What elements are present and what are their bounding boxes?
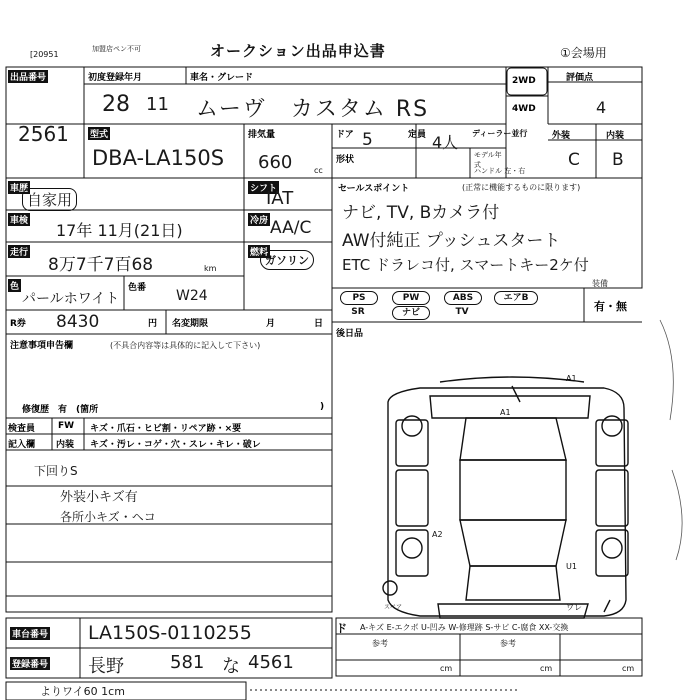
sales-line-3: ETC ドラレコ付, スマートキー2ケ付	[342, 256, 589, 274]
reg-year: 28	[102, 92, 130, 117]
bottom-note: よりワイ60 1cm	[40, 685, 125, 698]
dealer-label: ディーラー並行	[472, 129, 528, 138]
shift: IAT	[266, 188, 294, 209]
displacement-label: 排気量	[248, 130, 276, 140]
cm-label-3: cm	[622, 664, 635, 673]
first-reg-label: 初度登録年月	[88, 73, 143, 83]
plate-area: 長野	[88, 656, 124, 677]
car-name: ムーヴ カスタム RS	[196, 97, 430, 122]
equip-pw: PW	[392, 291, 430, 305]
equip-tv: TV	[455, 307, 469, 317]
color-no-label: 色番	[128, 283, 147, 293]
interior-legend: キズ・汚レ・コゲ・穴・スレ・キレ・破レ	[90, 440, 261, 450]
fw-label: FW	[58, 421, 75, 431]
notes-title: 注意事項申告欄	[10, 341, 74, 351]
inspector-note-2: 外装小キズ有	[60, 490, 138, 505]
equip-navi: ナビ	[392, 306, 430, 320]
mark-u1: U1	[566, 562, 577, 571]
day-label: 日	[314, 319, 324, 329]
lot-number: 2561	[18, 122, 69, 146]
form-title: オークション出品申込書	[210, 42, 386, 60]
sales-line-2: AW付純正 プッシュスタート	[342, 231, 561, 251]
mark-spare: スペア	[384, 604, 403, 611]
usage: 自家用	[22, 188, 77, 211]
edge-scribbles	[660, 320, 682, 560]
aircon: AA/C	[270, 218, 312, 238]
capacity: 4人	[432, 133, 459, 152]
overall-score: 4	[596, 98, 607, 117]
exterior-label: 外装	[552, 131, 571, 141]
chassis-number: LA150S-0110255	[88, 622, 252, 644]
plate-kana: な	[222, 656, 240, 677]
entry-label: 記入欄	[8, 440, 36, 450]
shift-label: シフト	[248, 181, 279, 194]
fuel-label: 燃料	[248, 245, 270, 258]
equip-airbag: エアB	[494, 291, 538, 305]
inspection-label: 車検	[8, 213, 30, 226]
inspector-note-1: 下回りS	[34, 464, 78, 478]
color-code: W24	[176, 288, 208, 304]
ref-label-2: 参考	[500, 639, 516, 648]
repair-history-label: 修復歴 有 (箇所	[22, 405, 99, 415]
doors-label: ドア	[336, 130, 354, 140]
displacement: 660	[258, 152, 293, 173]
shape-label: 形状	[336, 155, 355, 165]
model-code: DBA-LA150S	[92, 146, 225, 170]
yen-unit: 円	[148, 319, 158, 329]
aircon-label: 冷房	[248, 213, 270, 226]
inspection: 17年 11月(21日)	[56, 221, 183, 240]
interior-label: 内装	[606, 131, 625, 141]
interior-score: B	[612, 150, 624, 170]
doors: 5	[362, 130, 373, 150]
recycle-label: R券	[10, 319, 26, 329]
four-wd-label: 4WD	[512, 104, 536, 114]
fw-legend: キズ・爪石・ヒビ割・リペア跡・×要	[90, 424, 242, 434]
reg-month: 11	[146, 94, 169, 115]
inspector-note-3: 各所小キズ・ヘコ	[60, 510, 156, 524]
cm-label-1: cm	[440, 664, 453, 673]
equip-header: 装備	[592, 279, 608, 288]
month-label: 月	[266, 319, 276, 329]
fuel: ガソリン	[260, 250, 314, 270]
mileage-label: 走行	[8, 245, 30, 258]
mark-a1-hood: A1	[500, 408, 511, 417]
model-code-label: 型式	[88, 127, 110, 140]
ref-label-1: 参考	[372, 639, 388, 648]
inspector-label: 検査員	[8, 424, 36, 434]
mileage: 8万7千7百68	[48, 255, 154, 275]
sales-points-label: セールスポイント	[338, 184, 410, 194]
recycle-value: 8430	[56, 312, 100, 332]
usage-label: 車歴	[8, 181, 30, 194]
equip-abs: ABS	[444, 291, 482, 305]
cc-unit: cc	[314, 166, 323, 175]
plate-number: 4561	[248, 652, 294, 673]
equip-ps: PS	[340, 291, 378, 305]
repair-close-paren: )	[320, 402, 325, 412]
rear-seat-label: 後日品	[336, 329, 364, 339]
chassis-label: 車台番号	[10, 627, 50, 640]
small-note: 加盟店ペン不可	[92, 45, 141, 53]
plate-label: 登録番号	[10, 657, 50, 670]
notes-subtitle: (不具合内容等は具体的に記入して下さい)	[110, 341, 261, 350]
transfer-deadline-label: 名変期限	[172, 319, 209, 329]
color-label: 色	[8, 279, 21, 292]
exterior-score: C	[568, 150, 580, 170]
handle-label: ハンドル 左・右	[474, 167, 526, 175]
doc-number: [20951	[30, 50, 59, 59]
mark-a1-roof: A1	[566, 374, 577, 383]
equip-sr: SR	[351, 307, 365, 317]
capacity-label: 定員	[408, 130, 427, 140]
mark-crack: ワレ	[566, 603, 582, 612]
venue-label: ①会場用	[560, 46, 607, 60]
two-wd-label: 2WD	[512, 76, 536, 86]
do-mark: ド	[336, 622, 347, 635]
model-year-label: モデル年式	[474, 151, 502, 169]
name-grade-label: 車名・グレード	[190, 73, 254, 83]
plate-class: 581	[170, 652, 205, 673]
interior-row-label: 内装	[56, 440, 75, 450]
sales-points-note: (正常に機能するものに限ります)	[462, 183, 581, 192]
lot-no-label: 出品番号	[8, 70, 48, 83]
sales-line-1: ナビ, TV, Bカメラ付	[342, 203, 500, 223]
equip-availability: 有・無	[594, 300, 627, 313]
cm-label-2: cm	[540, 664, 553, 673]
km-unit: km	[204, 264, 217, 273]
damage-legend: A-キズ E-エクボ U-凹み W-修理跡 S-サビ C-腐食 XX-交換	[360, 623, 569, 632]
mark-a2: A2	[432, 530, 443, 539]
score-label: 評価点	[566, 73, 594, 83]
color: パールホワイト	[22, 291, 120, 307]
